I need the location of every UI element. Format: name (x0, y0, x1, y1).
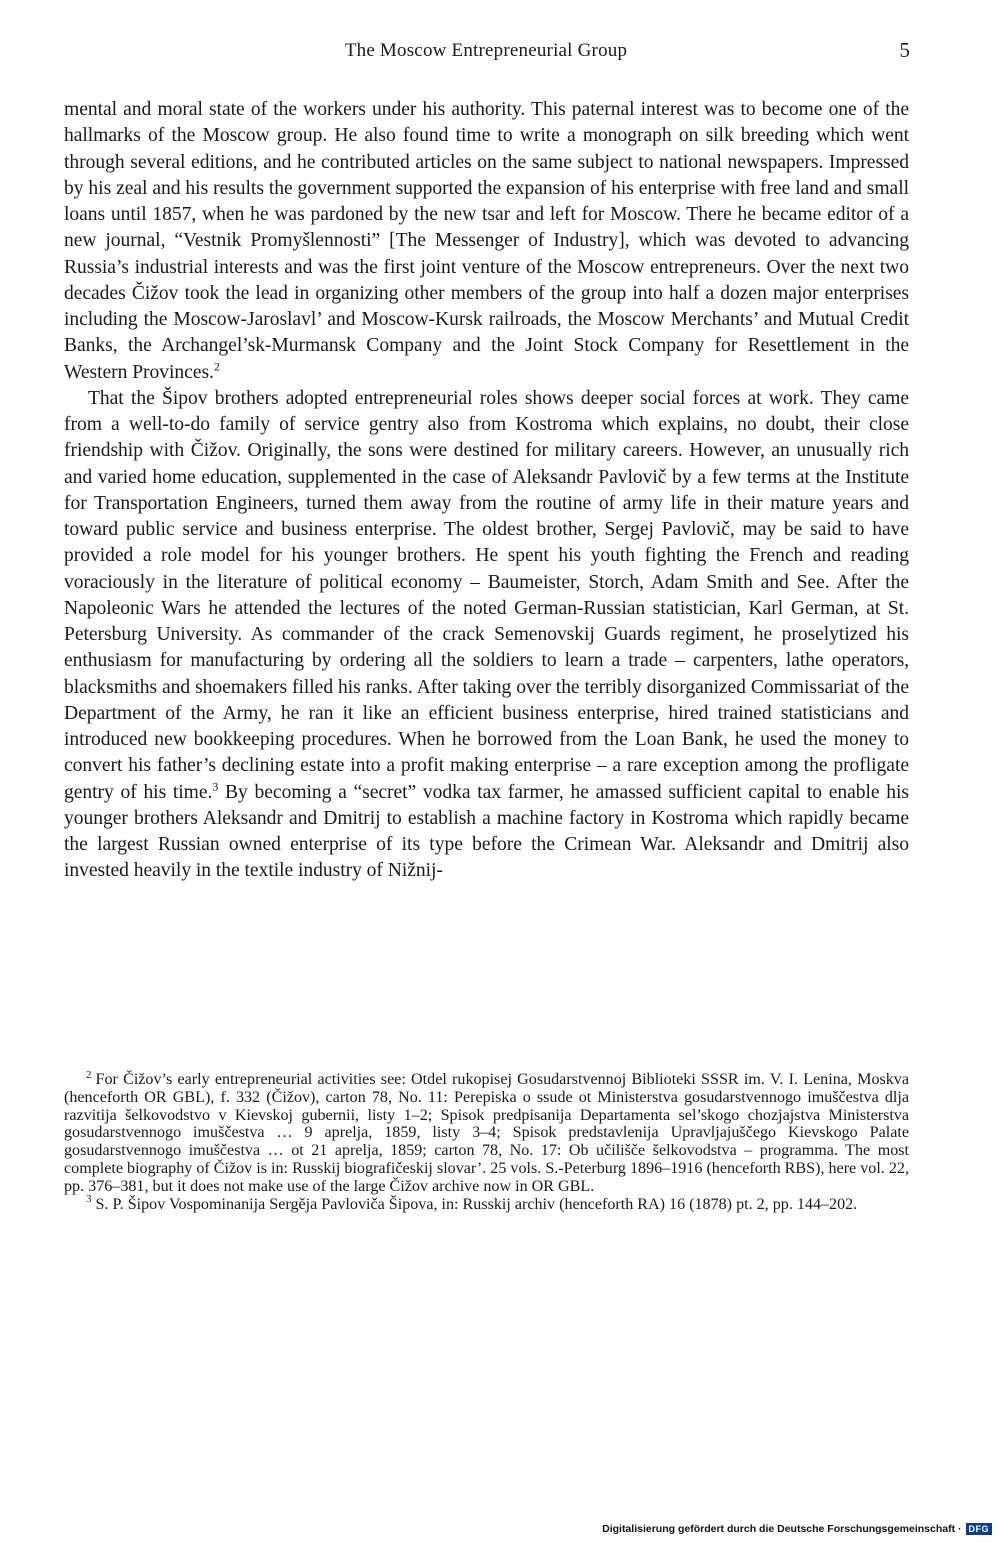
footnote (64, 1193, 909, 1214)
footnote-mark: 3 (86, 1193, 92, 1206)
digitization-footer (602, 1523, 992, 1535)
footnote-text: For Čižov’s early entrepreneurial activities see: Otdel rukopisej Gosudarstvennoj Biblioteki SSSR im. V. I. Lenina, Moskva (henceforth OR GBL), f. 332 (Čižov), carton 78, No. 11: Perepiska o ssude ot Ministerstva gosudarstvennogo imuščestva dlja razvitija šelkovodstvo v Kievskoj gubernii, listy 1–2; Spisok predpisanija Departamenta sel’skogo chozjajstva Ministerstva gosudarstvennogo imuščestva … 9 aprelja, 1859, listy 3–4; Spisok predstavlenija Upravljajuščego Kievskogo Palate gosudarstvennogo imuščestva … ot 21 aprelja, 1859; carton 78, No. 17: Ob učilišče šelkovodstva – programma. The most complete biography of Čižov is in: Russkij biografičeskij slovar’. 25 vols. S.-Peterburg 1896–1916 (henceforth RBS), here vol. 22, pp. 376–381, but it does not make use of the large Čižov archive now in OR GBL. (64, 1071, 909, 1195)
paragraph-text: mental and moral state of the workers under his authority. This paternal interest was to become one of the hallmarks of the Moscow group. He also found time to write a monograph on silk breeding which went through several editions, and he contributed articles on the same subject to national newspapers. Impressed by his zeal and his results the government supported the expansion of his enterprise with free land and small loans until 1857, when he was pardoned by the new tsar and left for Moscow. There he became editor of a new journal, “Vestnik Promyšlennosti” [The Messenger of Industry], which was devoted to advancing Russia’s industrial interests and was the first joint venture of the Moscow entrepreneurs. Over the next two decades Čižov took the lead in organizing other members of the group into half a dozen major enterprises including the Moscow-Jaroslavl’ and Moscow-Kursk railroads, the Moscow Merchants’ and Mutual Credit Banks, the Archangel’sk-Murmansk Company and the Joint Stock Company for Resettlement in the Western Provinces. (64, 99, 909, 383)
running-head: The Moscow Entrepreneurial Group (344, 40, 628, 61)
footer-text: Digitalisierung gefördert durch die Deutsche Forschungsgemeinschaft · (602, 1523, 962, 1535)
paragraph (64, 97, 909, 386)
dfg-logo: DFG (966, 1523, 993, 1535)
paragraph-text: That the Šipov brothers adopted entrepreneurial roles shows deeper social forces at work. They came from a well-to-do family of service gentry also from Kostroma which explains, no doubt, their close friendship with Čižov. Originally, the sons were destined for military careers. However, an unusually rich and varied home education, supplemented in the case of Aleksandr Pavlovič by a few terms at the Institute for Transportation Engineers, turned them away from the routine of army life in their mature years and toward public service and business enterprise. The oldest brother, Sergej Pavlovič, may be said to have provided a role model for his younger brothers. He spent his youth fighting the French and reading voraciously in the literature of political economy – Baumeister, Storch, Adam Smith and See. After the Napoleonic Wars he attended the lectures of the noted German-Russian statistician, Karl German, at St. Petersburg University. As commander of the crack Semenovskij Guards regiment, he proselytized his enthusiasm for manufacturing by ordering all the soldiers to learn a trade – carpenters, lathe operators, blacksmiths and shoemakers filled his ranks. After taking over the terribly disorganized Commissariat of the Department of the Army, he ran it like an efficient business enterprise, hired trained statisticians and introduced new bookkeeping procedures. When he borrowed from the Loan Bank, he used the money to convert his father’s declining estate into a profit making enterprise – a rare exception among the profligate gentry of his time. (64, 387, 909, 803)
paragraph (64, 386, 909, 885)
footnote (64, 1068, 909, 1196)
page-header (62, 40, 910, 66)
page-number: 5 (899, 38, 910, 62)
footnote-ref: 2 (213, 358, 220, 373)
footnotes (64, 1068, 909, 1213)
footnote-text: S. P. Šipov Vospominanija Sergěja Pavloviča Šipova, in: Russkij archiv (henceforth RA) 16 (1878) pt. 2, pp. 144–202. (95, 1195, 858, 1213)
footnote-ref: 3 (212, 778, 219, 793)
paragraph-text: By becoming a “secret” vodka tax farmer, he amassed sufficient capital to enable his younger brothers Aleksandr and Dmitrij to establish a machine factory in Kostroma which rapidly became the largest Russian owned enterprise of its type before the Crimean War. Aleksandr and Dmitrij also invested heavily in the textile industry of Nižnij- (64, 781, 909, 882)
main-text (64, 97, 909, 885)
footnote-mark: 2 (86, 1068, 92, 1081)
